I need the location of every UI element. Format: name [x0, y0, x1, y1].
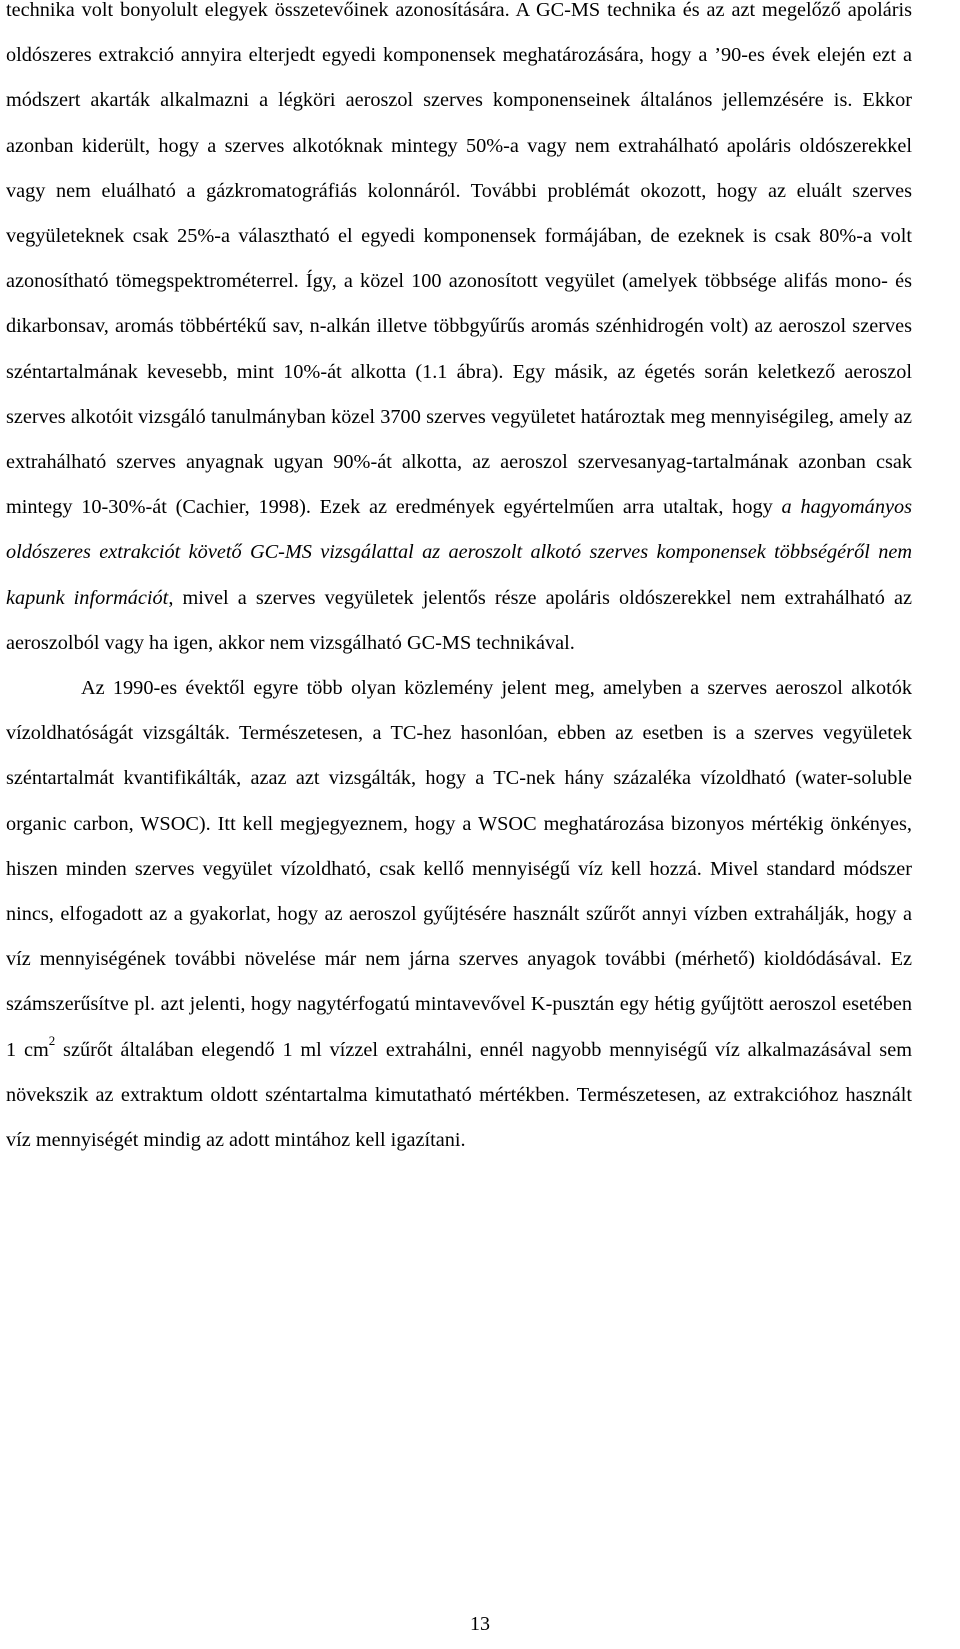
- paragraph-wsoc: [6, 666, 912, 1163]
- paragraph-1-text: technika volt bonyolult elegyek összetevőinek azonosítására. A GC-MS technika és az azt megelőző apoláris oldószeres extrakció annyira elterjedt egyedi komponensek meghatározására, hogy a ’90-es évek elején ezt a módszert akarták alkalmazni a légköri aeroszol szerves komponenseinek általános jellemzésére is. Ekkor azonban kiderült, hogy a szerves alkotóknak mintegy 50%-a vagy nem extrahálható apoláris oldószerekkel vagy nem eluálható a gázkromatográfiás kolonnáról. További problémát okozott, hogy az eluált szerves vegyületeknek csak 25%-a választható el egyedi komponensek formájában, de ezeknek is csak 80%-a volt azonosítható tömegspektrométerrel. Így, a közel 100 azonosított vegyület (amelyek többsége alifás mono- és dikarbonsav, aromás többértékű sav, n-alkán illetve többgyűrűs aromás szénhidrogén volt) az aeroszol szerves széntartalmának kevesebb, mint 10%-át alkotta (1.1 ábra). Egy másik, az égetés során keletkező aeroszol szerves alkotóit vizsgáló tanulmányban közel 3700 szerves vegyületet határoztak meg mennyiségileg, amely az extrahálható szerves anyagnak ugyan 90%-át alkotta, az aeroszol szervesanyag-tartalmának azonban csak mintegy 10-30%-át (Cachier, 1998). Ezek az eredmények egyértelműen arra utaltak, hogy: [6, 0, 912, 519]
- document-page: [6, 0, 912, 1163]
- paragraph-1-emphasis: a hagyományos oldószeres extrakciót követő GC-MS vizsgálattal az aeroszolt alkotó szerves komponensek többségéről nem kapunk információt: [6, 496, 913, 609]
- page-number: 13: [470, 1613, 490, 1635]
- paragraph-1-text-end: , mivel a szerves vegyületek jelentős része apoláris oldószerekkel nem extrahálható az aeroszolból vagy ha igen, akkor nem vizsgálható GC-MS technikával.: [6, 586, 913, 654]
- paragraph-gc-ms-limitations: [6, 0, 912, 666]
- paragraph-2-text: Az 1990-es évektől egyre több olyan közlemény jelent meg, amelyben a szerves aeroszol alkotók vízoldhatóságát vizsgálták. Természetesen, a TC-hez hasonlóan, ebben az esetben is a szerves vegyületek széntartalmát kvantifikálták, azaz azt vizsgálták, hogy a TC-nek hány százaléka vízoldható (water-soluble organic carbon, WSOC). Itt kell megjegyeznem, hogy a WSOC meghatározása bizonyos mértékig önkényes, hiszen minden szerves vegyület vízoldható, csak kellő mennyiségű víz kell hozzá. Mivel standard módszer nincs, elfogadott az a gyakorlat, hogy az aeroszol gyűjtésére használt szűrőt annyi vízben extrahálják, hogy a víz mennyiségének további növelése már nem járna szerves anyagok további (mérhető) kioldódásával. Ez számszerűsítve pl. azt jelenti, hogy nagytérfogatú mintavevővel K-pusztán egy hétig gyűjtött aeroszol esetében 1 cm: [6, 677, 912, 1061]
- superscript-exponent: 2: [48, 1032, 56, 1048]
- paragraph-2-text-end: szűrőt általában elegendő 1 ml vízzel extrahálni, ennél nagyobb mennyiségű víz alkalmazásával sem növekszik az extraktum oldott széntartalma kimutatható mértékben. Természetesen, az extrakcióhoz használt víz mennyiségét mindig az adott mintához kell igazítani.: [6, 1038, 912, 1152]
